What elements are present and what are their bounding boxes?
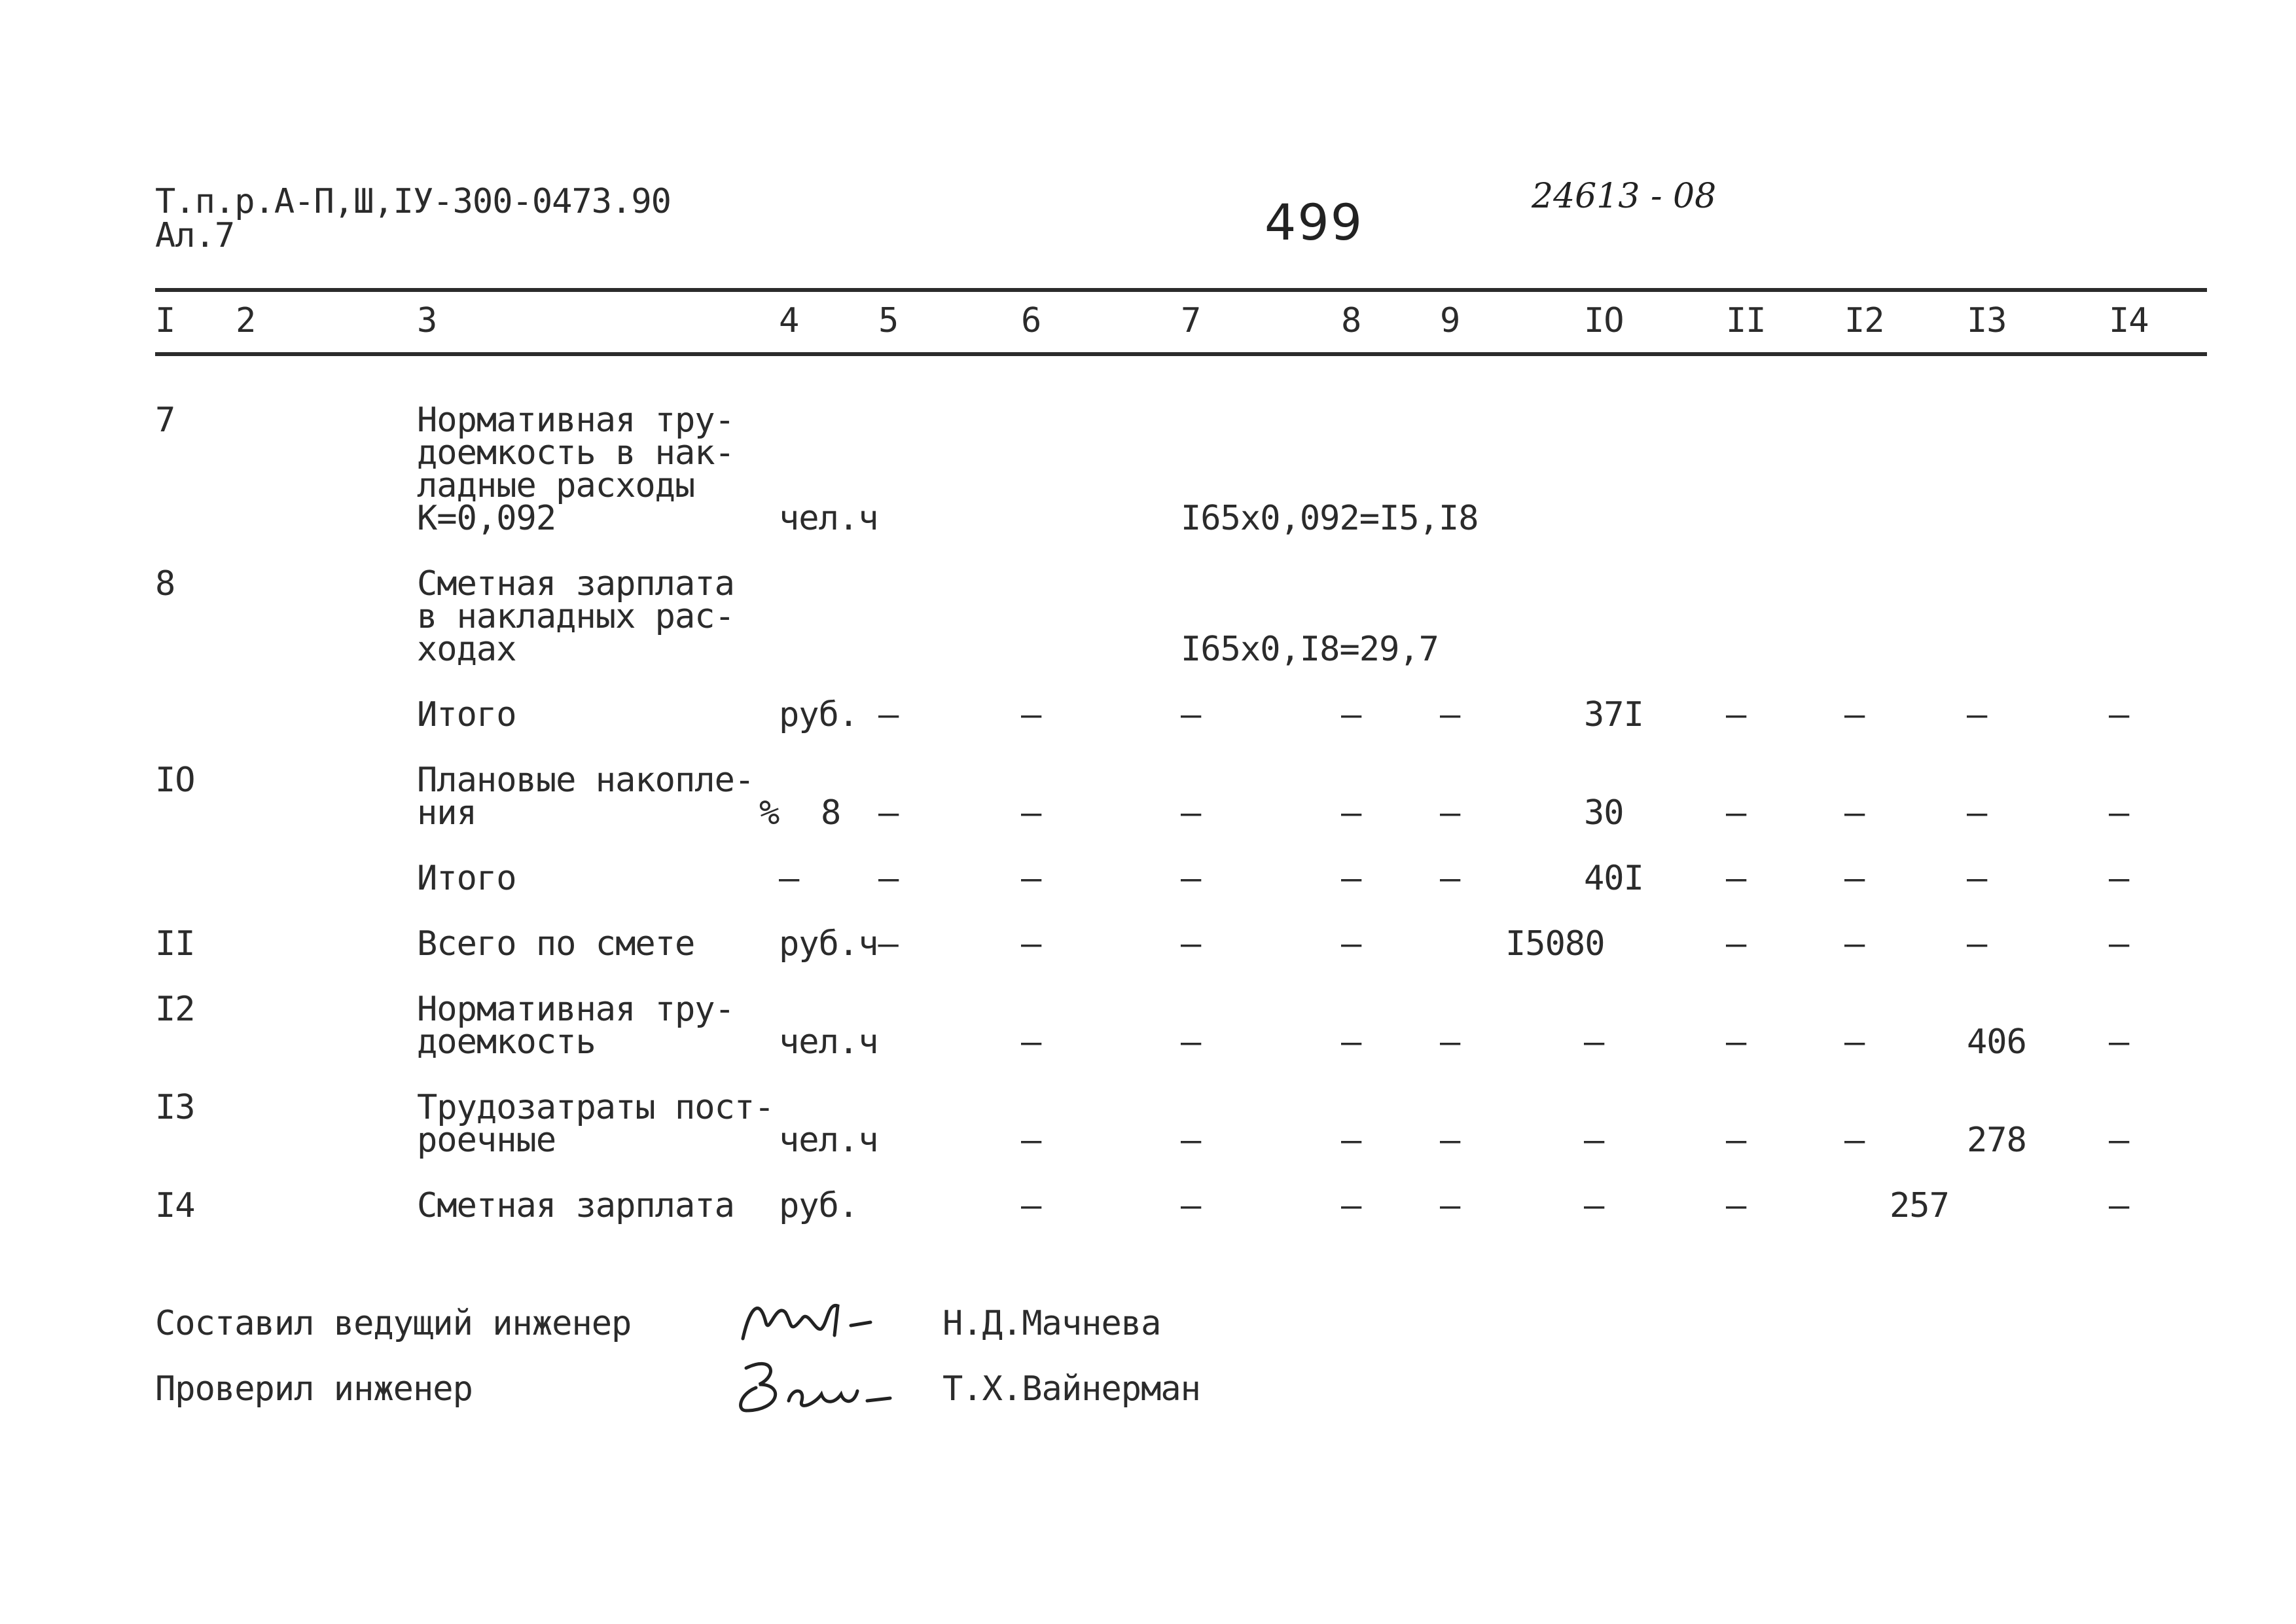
row-number: II [155,924,195,964]
col-header-1: I [155,301,175,340]
cell-c6: – [1021,1121,1041,1160]
cell-c10: 30 [1584,793,1624,833]
row-number: IO [155,761,195,800]
cell-c5: – [878,793,899,833]
row-calculation: I65х0,I8=29,7 [1181,630,1439,669]
row-name: Итого [417,695,516,734]
cell-c10: 40I [1584,859,1643,898]
top-rule [155,288,2207,292]
cell-c7: – [1181,695,1201,734]
cell-c6: – [1021,1022,1041,1062]
cell-c6: – [1021,859,1041,898]
cell-c10: 37I [1584,695,1643,734]
cell-c13: 278 [1967,1121,2026,1160]
header-bottom-rule [155,352,2207,356]
col-header-14: I4 [2109,301,2149,340]
cell-c7: – [1181,1186,1201,1225]
cell-c12: 257 [1890,1186,1949,1225]
row-name: Плановые накопле- ния [417,761,755,833]
col-header-6: 6 [1021,301,1041,340]
col-header-7: 7 [1181,301,1201,340]
cell-c4: руб.ч– [779,924,898,964]
cell-c11: – [1726,695,1746,734]
cell-c10: I5080 [1505,924,1605,964]
cell-c8: – [1341,1121,1361,1160]
album-label: Ал.7 [155,216,235,255]
cell-c6: – [1021,1186,1041,1225]
cell-c12: – [1844,859,1865,898]
cell-c9: – [1440,695,1460,734]
cell-c9: – [1440,1022,1460,1062]
document-code: Т.п.р.А-П,Ш,IУ-300-0473.90 [155,182,671,221]
cell-c10: – [1584,1186,1604,1225]
cell-c7: – [1181,859,1201,898]
cell-c11: – [1726,1121,1746,1160]
cell-c7: – [1181,793,1201,833]
col-header-12: I2 [1844,301,1884,340]
cell-c12: – [1844,924,1865,964]
cell-c4-value: 8 [821,793,841,833]
cell-c14: – [2109,793,2129,833]
cell-c12: – [1844,1121,1865,1160]
col-header-3: 3 [417,301,437,340]
signature-vainerman [726,1348,903,1420]
cell-c12: – [1844,793,1865,833]
cell-c13: 406 [1967,1022,2026,1062]
checked-by-label: Проверил инженер [155,1369,473,1409]
cell-c5: – [878,695,899,734]
col-header-10: IO [1584,301,1624,340]
cell-c8: – [1341,793,1361,833]
cell-c6: – [1021,793,1041,833]
cell-c11: – [1726,859,1746,898]
cell-c14: – [2109,1121,2129,1160]
row-unit: чел.ч [779,499,878,538]
cell-c4: чел.ч [779,1121,878,1160]
cell-c4: – [779,859,799,898]
col-header-4: 4 [779,301,799,340]
cell-c4: руб. [779,1186,859,1225]
col-header-9: 9 [1440,301,1460,340]
checked-by-name: Т.Х.Вайнерман [942,1369,1200,1409]
row-name: Итого [417,859,516,898]
row-name: Нормативная тру- доемкость в нак- ладные расходы К=0,092 [417,401,734,538]
cell-c11: – [1726,924,1746,964]
row-number: I2 [155,990,195,1029]
cell-c11: – [1726,1022,1746,1062]
cell-c14: – [2109,1022,2129,1062]
cell-c12: – [1844,695,1865,734]
cell-c8: – [1341,924,1361,964]
cell-c6: – [1021,695,1041,734]
row-name: Нормативная тру- доемкость [417,990,734,1062]
cell-c14: – [2109,859,2129,898]
row-name: Сметная зарплата [417,1186,734,1225]
col-header-8: 8 [1341,301,1361,340]
cell-c4: руб. [779,695,859,734]
cell-c12: – [1844,1022,1865,1062]
cell-c7: – [1181,1121,1201,1160]
cell-c13: – [1967,793,1987,833]
cell-c6: – [1021,924,1041,964]
col-header-5: 5 [878,301,899,340]
cell-c7: – [1181,924,1201,964]
row-number: I4 [155,1186,195,1225]
col-header-2: 2 [236,301,256,340]
cell-c13: – [1967,695,1987,734]
cell-c11: – [1726,1186,1746,1225]
cell-c4: чел.ч [779,1022,878,1062]
cell-c10: – [1584,1022,1604,1062]
row-name: Трудозатраты пост- роечные [417,1088,774,1160]
col-header-13: I3 [1967,301,2007,340]
cell-c11: – [1726,793,1746,833]
cell-c8: – [1341,695,1361,734]
page-number: 499 [1265,193,1364,251]
cell-c8: – [1341,859,1361,898]
cell-c10: – [1584,1121,1604,1160]
cell-c9: – [1440,1186,1460,1225]
signature-machneva [730,1283,893,1355]
compiled-by-label: Составил ведущий инженер [155,1304,632,1343]
row-number: I3 [155,1088,195,1127]
cell-c9: – [1440,1121,1460,1160]
cell-c8: – [1341,1022,1361,1062]
row-calculation: I65х0,092=I5,I8 [1181,499,1479,538]
cell-c14: – [2109,924,2129,964]
cell-c5: – [878,859,899,898]
archive-number: 24613 - 08 [1532,177,1717,216]
cell-c13: – [1967,859,1987,898]
col-header-11: II [1726,301,1766,340]
row-number: 8 [155,564,175,604]
row-name: Сметная зарплата в накладных рас- ходах [417,564,734,669]
cell-c7: – [1181,1022,1201,1062]
row-name: Всего по смете [417,924,695,964]
row-number: 7 [155,401,175,440]
cell-c13: – [1967,924,1987,964]
cell-c14: – [2109,1186,2129,1225]
cell-c9: – [1440,793,1460,833]
cell-c14: – [2109,695,2129,734]
cell-c4: % [759,793,780,833]
compiled-by-name: Н.Д.Мачнева [942,1304,1161,1343]
cell-c8: – [1341,1186,1361,1225]
cell-c9: – [1440,859,1460,898]
